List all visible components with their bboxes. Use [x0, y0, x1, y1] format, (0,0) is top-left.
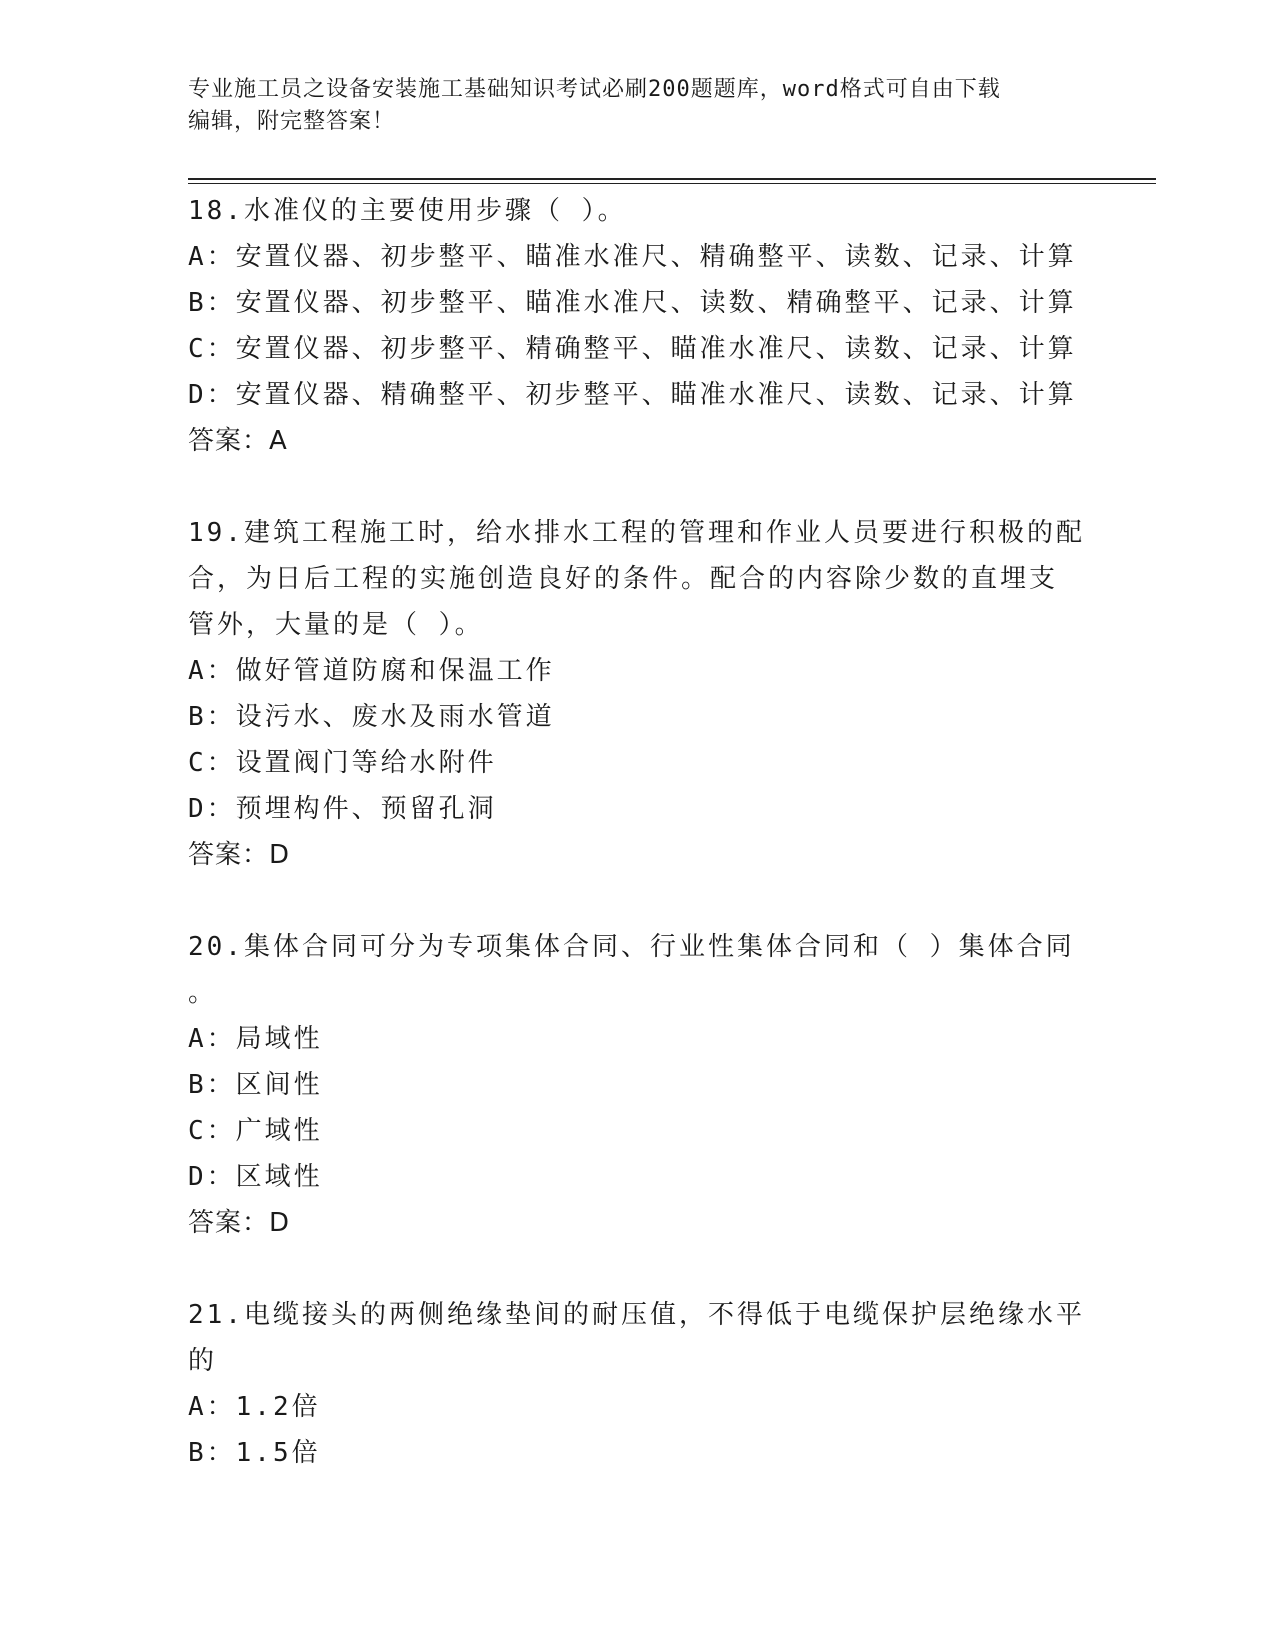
option-c: C：广域性: [188, 1116, 323, 1146]
question-stem-line-3: 管外，大量的是（ ）。: [188, 610, 484, 640]
question-21: [188, 1292, 1088, 1476]
header-divider-thick: [188, 178, 1156, 180]
option-b: B：设污水、废水及雨水管道: [188, 702, 555, 732]
option-a: A：1.2倍: [188, 1392, 321, 1422]
question-stem-line-2: 合，为日后工程的实施创造良好的条件。配合的内容除少数的直埋支: [188, 564, 1059, 594]
option-a: A：局域性: [188, 1024, 323, 1054]
spacer: [188, 878, 1088, 924]
question-stem-line-1: 19.建筑工程施工时，给水排水工程的管理和作业人员要进行积极的配: [188, 518, 1085, 548]
option-a: A：做好管道防腐和保温工作: [188, 656, 555, 686]
header-divider-thin: [188, 183, 1156, 184]
question-20: [188, 924, 1088, 1246]
question-stem-line-1: 21.电缆接头的两侧绝缘垫间的耐压值，不得低于电缆保护层绝缘水平: [188, 1300, 1085, 1330]
spacer: [188, 1246, 1088, 1292]
header-line-1: 专业施工员之设备安装施工基础知识考试必刷200题题库，word格式可自由下载: [188, 77, 1001, 102]
option-d: D：区域性: [188, 1162, 323, 1192]
option-b: B：区间性: [188, 1070, 323, 1100]
question-stem-line-2: 的: [188, 1346, 218, 1376]
option-a: A：安置仪器、初步整平、瞄准水准尺、精确整平、读数、记录、计算: [188, 242, 1077, 272]
question-19: [188, 510, 1088, 878]
option-c: C：设置阀门等给水附件: [188, 748, 497, 778]
header-line-2: 编辑，附完整答案！: [188, 109, 396, 134]
option-d: D：安置仪器、精确整平、初步整平、瞄准水准尺、读数、记录、计算: [188, 380, 1077, 410]
answer-line: 答案：A: [188, 426, 288, 456]
answer-line: 答案：D: [188, 840, 291, 870]
spacer: [188, 464, 1088, 510]
question-stem-line-2: 。: [188, 978, 218, 1008]
question-list: [188, 188, 1088, 1476]
option-b: B：1.5倍: [188, 1438, 321, 1468]
option-c: C：安置仪器、初步整平、精确整平、瞄准水准尺、读数、记录、计算: [188, 334, 1077, 364]
question-stem: 18.水准仪的主要使用步骤（ ）。: [188, 196, 627, 226]
answer-line: 答案：D: [188, 1208, 291, 1238]
question-stem-line-1: 20.集体合同可分为专项集体合同、行业性集体合同和（ ）集体合同: [188, 932, 1075, 962]
option-b: B：安置仪器、初步整平、瞄准水准尺、读数、精确整平、记录、计算: [188, 288, 1077, 318]
option-d: D：预埋构件、预留孔洞: [188, 794, 497, 824]
question-18: [188, 188, 1088, 464]
document-header: [188, 74, 1068, 138]
